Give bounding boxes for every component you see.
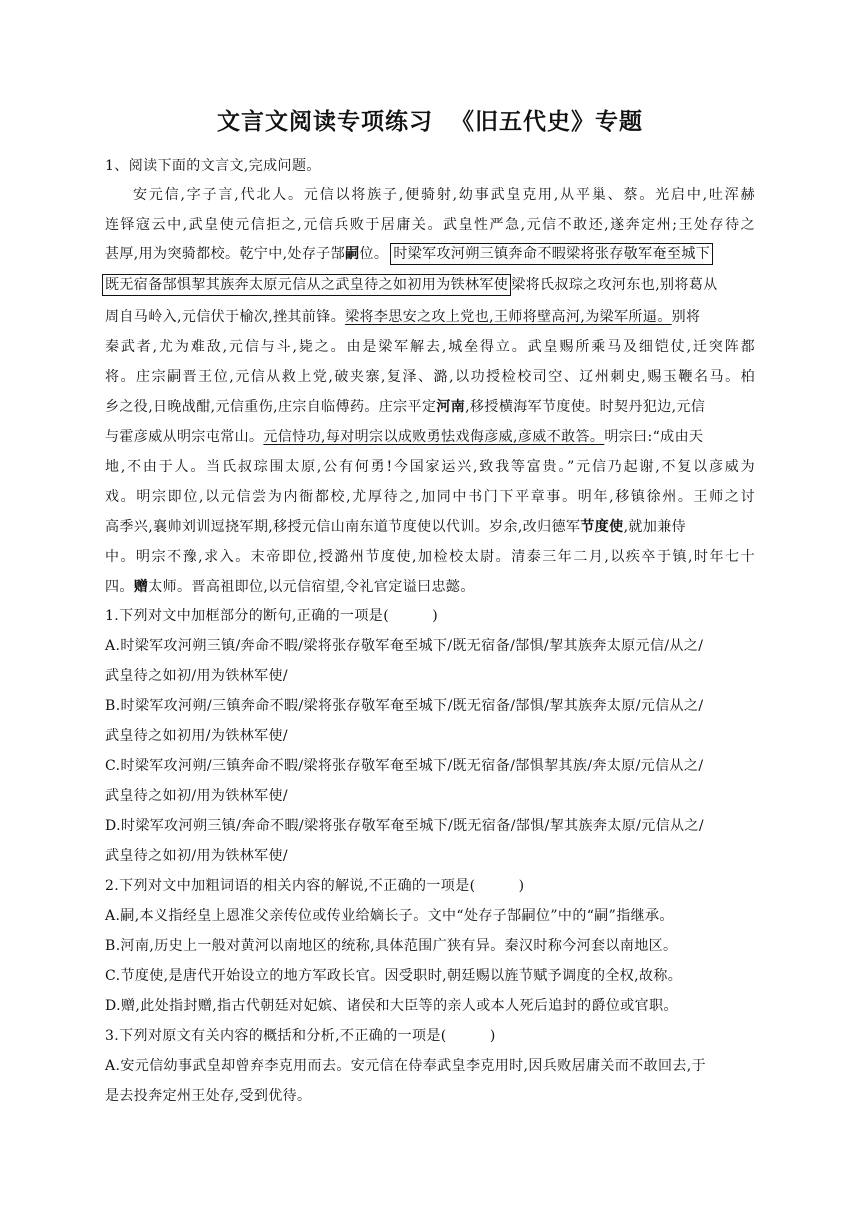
passage-line: 地,不由于人。当氏叔琮围太原,公有何勇!今国家运兴,致我等富贵。”元信乃起谢,不复以彦威为 [105, 459, 755, 475]
option-b-cont: 武皇待之如初用/为铁林军使/ [105, 728, 289, 744]
underlined-sentence: 元信恃功,每对明宗以成败勇怯戏侮彦威,彦威不敢答。 [263, 429, 605, 445]
passage-line [105, 518, 686, 536]
passage-line: 安元信,字子言,代北人。元信以将族子,便骑射,幼事武皇克用,从平巢、蔡。光启中,吐浑赫 [133, 187, 755, 203]
passage-text: 周自马岭入,元信伏于榆次,挫其前锋。 [105, 309, 346, 325]
bold-word-henan: 河南 [436, 399, 466, 415]
option-d: D.时梁军攻河朔三镇/奔命不暇/梁将张存敬军奄至城下/既无宿备/郜惧/挈其族奔太原/元信从之/ [105, 818, 704, 834]
bold-word-zeng: 赠 [133, 579, 149, 595]
option-c: C.时梁军攻河朔/三镇奔命不暇/梁将张存敬军奄至城下/既无宿备/郜惧挈其族/奔太原/元信从之/ [105, 758, 704, 774]
passage-text: ,就加兼侍 [623, 519, 687, 535]
passage-text: ,移授横海军节度使。时契丹犯边,元信 [465, 399, 706, 415]
passage-line [105, 308, 700, 326]
passage-text: 甚厚,用为突骑都校。乾宁中,处存子郜 [105, 246, 346, 262]
passage-text: 四。 [105, 579, 134, 595]
option-b: B.时梁军攻河朔/三镇奔命不暇/梁将张存敬军奄至城下/既无宿备/郜惧/挈其族奔太原/元信从之/ [105, 698, 704, 714]
passage-line [105, 276, 718, 294]
question-1-stem: 1.下列对文中加框部分的断句,正确的一项是( ) [105, 608, 439, 624]
document-title: 文言文阅读专项练习 《旧五代史》专题 [216, 109, 643, 135]
option-c: C.节度使,是唐代开始设立的地方军政长官。因受职时,朝廷赐以旌节赋予调度的全权,故称。 [105, 968, 683, 984]
option-b: B.河南,历史上一般对黄河以南地区的统称,具体范围广狭有异。秦汉时称今河套以南地区。 [105, 938, 678, 954]
option-d-cont: 武皇待之如初/用为铁林军使/ [105, 848, 289, 864]
underlined-sentence: 梁将李思安之攻上党也,王师将壁高河,为梁军所逼。 [345, 309, 672, 325]
option-a: A.时梁军攻河朔三镇/奔命不暇/梁将张存敬军奄至城下/既无宿备/郜惧/挈其族奔太原元信/从之/ [105, 638, 704, 654]
question-intro: 1、阅读下面的文言文,完成问题。 [105, 158, 321, 174]
passage-line [105, 428, 703, 446]
option-a: A.安元信幼事武皇却曾弃李克用而去。安元信在侍奉武皇李克用时,因兵败居庸关而不敢回去,于 [105, 1058, 707, 1074]
passage-text: 明宗曰:“成由天 [604, 429, 704, 445]
passage-line: 秦武者,尤为难敌,元信与斗,毙之。由是梁军解去,城垒得立。武皇赐所乘马及细铠仗,迁突阵都 [105, 339, 755, 355]
passage-line: 连铎寇云中,武皇使元信拒之,元信兵败于居庸关。武皇性严急,元信不敢还,遂奔定州;王处存待之 [105, 217, 755, 233]
option-d: D.赠,此处指封赠,指古代朝廷对妃嫔、诸侯和大臣等的亲人或本人死后追封的爵位或官职。 [105, 998, 678, 1014]
passage-line: 戏。明宗即位,以元信尝为内衙都校,尤厚待之,加同中书门下平章事。明年,移镇徐州。王师之讨 [105, 489, 755, 505]
passage-text: 高季兴,襄帅刘训逗挠军期,移授元信山南东道节度使以代训。岁余,改归德军 [105, 519, 581, 535]
option-c-cont: 武皇待之如初/用为铁林军使/ [105, 788, 289, 804]
passage-line: 中。明宗不豫,求入。末帝即位,授潞州节度使,加检校太尉。清泰三年二月,以疾卒于镇,时年七十 [105, 549, 755, 565]
bold-word-jiedushi: 节度使 [580, 519, 624, 535]
question-2-stem: 2.下列对文中加粗词语的相关内容的解说,不正确的一项是( ) [105, 878, 525, 894]
bold-word-si: 嗣 [345, 246, 360, 262]
passage-text: 位。 [359, 246, 389, 262]
option-a: A.嗣,本义指经皇上恩准父亲传位或传业给嫡长子。文中“处存子郜嗣位”中的“嗣”指继承。 [105, 908, 674, 924]
passage-line [105, 398, 705, 416]
passage-text: 乡之役,日晚战酣,元信重伤,庄宗自临傅药。庄宗平定 [105, 399, 437, 415]
passage-text: 与霍彦威从明宗屯常山。 [105, 429, 264, 445]
passage-line [105, 578, 475, 596]
passage-text: 梁将氏叔琮之攻河东也,别将葛从 [511, 277, 718, 293]
option-a-cont: 是去投奔定州王处存,受到优待。 [105, 1088, 312, 1104]
boxed-passage: 既无宿备郜惧挈其族奔太原元信从之武皇待之如初用为铁林军使 [102, 274, 511, 296]
passage-line [105, 245, 713, 263]
option-a-cont: 武皇待之如初/用为铁林军使/ [105, 668, 289, 684]
passage-text: 别将 [671, 309, 701, 325]
passage-line: 将。庄宗嗣晋王位,元信从救上党,破夹寨,复泽、潞,以功授检校司空、辽州刺史,赐玉鞭名马。柏 [105, 369, 755, 385]
passage-text: 太师。晋高祖即位,以元信宿望,令礼官定谥曰忠懿。 [148, 579, 475, 595]
boxed-passage: 时梁军攻河朔三镇奔命不暇梁将张存敬军奄至城下 [390, 243, 713, 265]
question-3-stem: 3.下列对原文有关内容的概括和分析,不正确的一项是( ) [105, 1028, 496, 1044]
